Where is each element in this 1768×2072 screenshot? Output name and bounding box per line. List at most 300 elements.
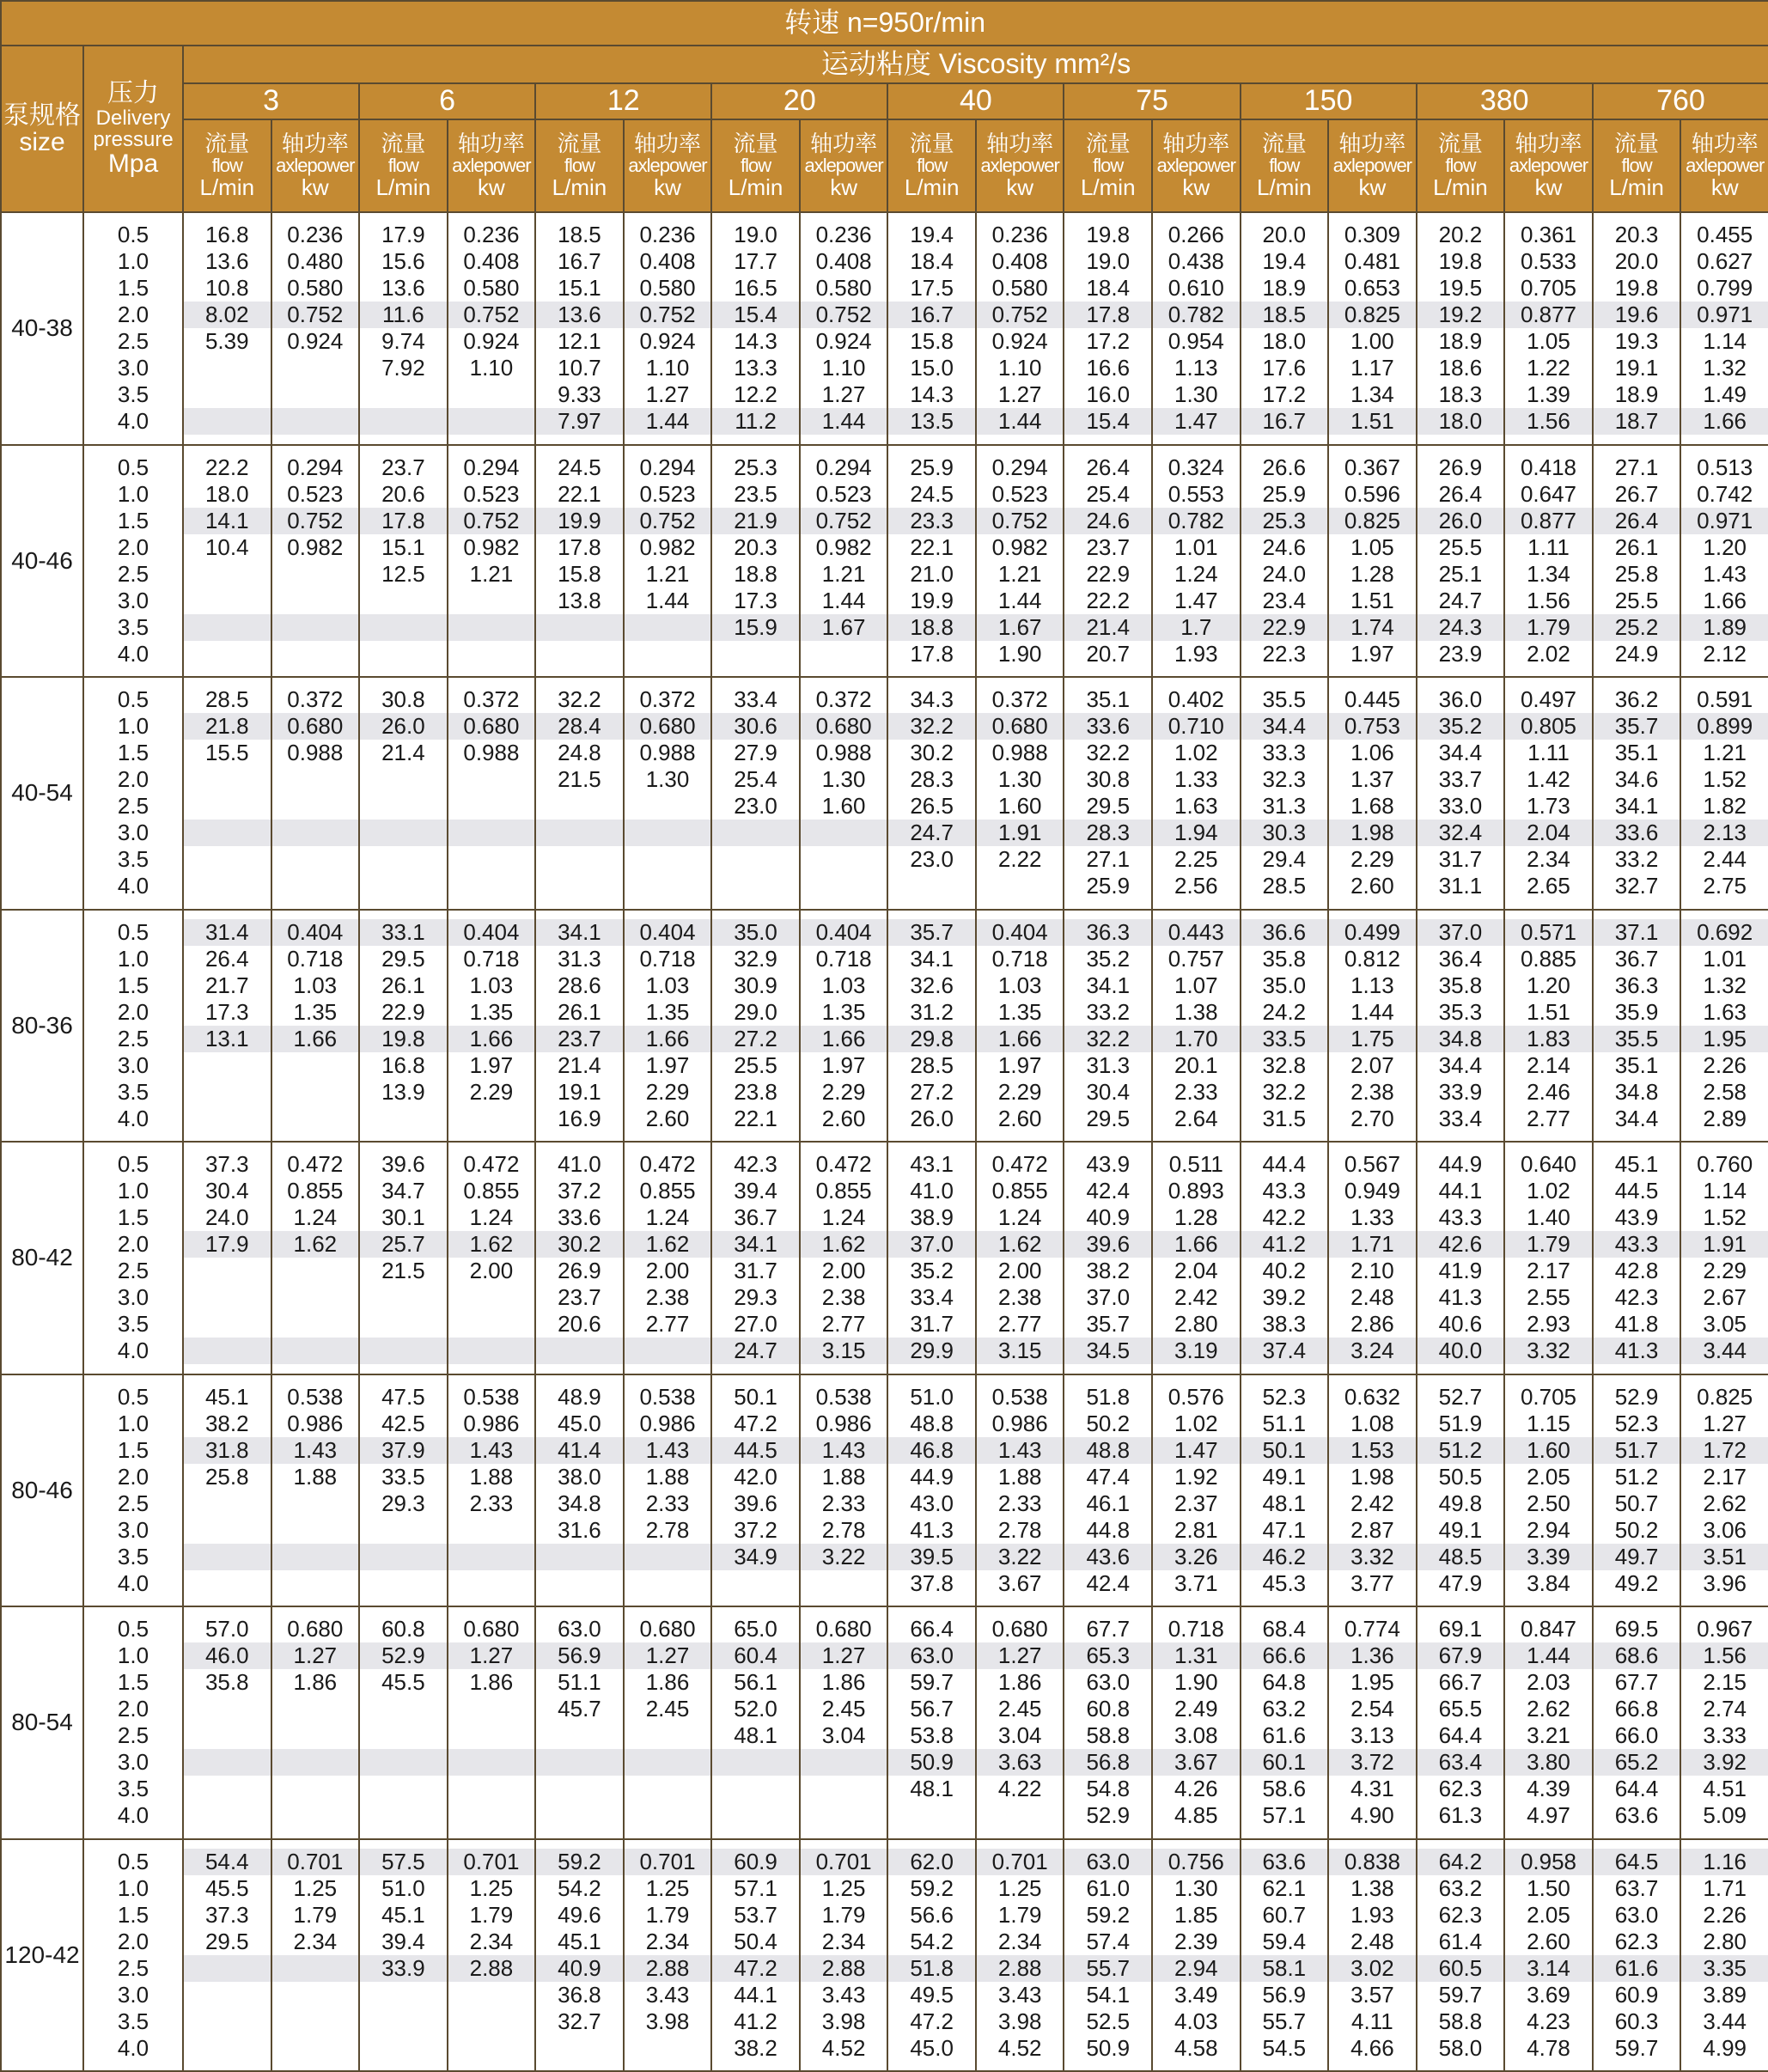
axlepower-header <box>1328 119 1417 212</box>
flow-value: 23.3 <box>888 508 975 534</box>
flow-value: 43.9 <box>1614 1204 1659 1231</box>
axlepower-header <box>1504 119 1593 212</box>
axlepower-value: 1.66 <box>448 1026 535 1052</box>
axlepower-value: 1.34 <box>1527 560 1570 587</box>
flow-value: 48.1 <box>734 1722 777 1749</box>
flow-value: 13.3 <box>734 355 777 381</box>
pressure-value: 3.5 <box>117 613 149 640</box>
axlepower-value: 1.56 <box>1527 587 1570 613</box>
flow-header-line: flow <box>1621 155 1652 177</box>
axlepower-value: 1.79 <box>821 1901 866 1928</box>
axlepower-value <box>272 381 359 408</box>
flow-value: 16.8 <box>381 1051 425 1078</box>
flow-value: 22.1 <box>734 1105 777 1131</box>
axlepower-value: 2.89 <box>1703 1105 1747 1131</box>
flow-value: 25.9 <box>1086 873 1131 899</box>
flow-value: 35.8 <box>1438 972 1483 998</box>
axlepower-value: 0.958 <box>1505 1849 1592 1875</box>
flow-value: 21.4 <box>381 740 425 766</box>
flow-value: 28.6 <box>558 972 601 998</box>
flow-value: 51.1 <box>1262 1410 1307 1436</box>
axlepower-value: 0.718 <box>815 945 872 972</box>
flow-value: 66.6 <box>1241 1642 1328 1669</box>
flow-value: 52.9 <box>360 1642 447 1669</box>
axlepower-value: 2.88 <box>977 1955 1064 1982</box>
flow-value: 15.6 <box>381 248 425 275</box>
flow-value: 59.2 <box>1086 1901 1131 1928</box>
axlepower-header-line: axlepower <box>276 155 355 177</box>
flow-value: 26.0 <box>1417 508 1504 534</box>
flow-value <box>360 1570 447 1597</box>
axlepower-value: 2.38 <box>645 1284 690 1311</box>
flow-value <box>712 846 799 873</box>
flow-value <box>184 1338 271 1364</box>
flow-value: 29.3 <box>381 1490 425 1516</box>
flow-value: 35.5 <box>1594 1026 1680 1052</box>
pressure-value: 3.5 <box>117 1776 149 1802</box>
axlepower-value: 1.27 <box>625 1642 711 1669</box>
flow-value: 59.2 <box>910 1874 954 1901</box>
flow-value: 51.8 <box>888 1955 975 1982</box>
axlepower-value: 1.35 <box>469 998 514 1025</box>
flow-value <box>184 820 271 846</box>
flow-value: 30.9 <box>734 972 777 998</box>
flow-value: 49.6 <box>558 1901 601 1928</box>
axlepower-value: 1.72 <box>1681 1437 1768 1464</box>
pressure-value: 1.0 <box>117 480 149 507</box>
axlepower-value: 1.86 <box>293 1669 338 1696</box>
pressure-value: 3.5 <box>117 1543 149 1569</box>
axlepower-value: 1.15 <box>1527 1410 1570 1436</box>
flow-value: 53.8 <box>910 1722 954 1749</box>
flow-value: 34.5 <box>1064 1338 1151 1364</box>
pressure-list <box>83 445 183 678</box>
axlepower-header-line: kw <box>1534 174 1563 200</box>
axlepower-values <box>800 212 888 445</box>
axlepower-value: 1.93 <box>1174 640 1218 667</box>
flow-value: 9.33 <box>558 381 601 408</box>
axlepower-value <box>272 1052 359 1079</box>
flow-value: 39.6 <box>734 1490 777 1516</box>
flow-value: 35.1 <box>1086 686 1131 713</box>
flow-value: 50.4 <box>734 1928 777 1954</box>
flow-values <box>1417 1374 1505 1607</box>
flow-value: 56.1 <box>734 1669 777 1696</box>
axlepower-values <box>976 445 1064 678</box>
axlepower-value <box>448 1544 535 1570</box>
flow-value: 22.1 <box>558 480 601 507</box>
flow-value: 54.8 <box>1086 1776 1131 1802</box>
axlepower-value <box>272 1258 359 1284</box>
axlepower-header <box>1152 119 1241 212</box>
flow-value: 47.4 <box>1086 1463 1131 1490</box>
flow-value: 25.2 <box>1594 614 1680 641</box>
axlepower-value <box>448 1802 535 1829</box>
flow-value: 18.7 <box>1594 408 1680 435</box>
pressure-value: 2.5 <box>117 1954 149 1981</box>
flow-value: 19.8 <box>1438 248 1483 275</box>
pressure-value: 1.0 <box>117 713 149 740</box>
axlepower-value: 1.11 <box>1527 533 1570 560</box>
axlepower-value: 3.43 <box>645 1981 690 2008</box>
axlepower-value <box>977 873 1064 899</box>
pressure-value: 3.0 <box>117 1516 149 1543</box>
flow-value: 63.0 <box>888 1642 975 1669</box>
flow-value: 52.7 <box>1438 1383 1483 1410</box>
flow-value: 69.1 <box>1438 1616 1483 1642</box>
flow-value: 22.2 <box>204 454 249 480</box>
flow-value <box>536 1776 623 1802</box>
flow-value: 18.0 <box>1262 328 1307 355</box>
flow-value <box>360 1311 447 1338</box>
axlepower-value: 0.825 <box>1329 302 1416 328</box>
pressure-value: 1.0 <box>117 1874 149 1901</box>
flow-values <box>535 1606 624 1839</box>
axlepower-values <box>1504 1606 1593 1839</box>
axlepower-value: 2.78 <box>997 1516 1042 1543</box>
axlepower-value <box>448 1284 535 1311</box>
flow-value: 49.1 <box>1262 1463 1307 1490</box>
flow-values <box>1064 445 1152 678</box>
flow-values <box>1241 445 1329 678</box>
axlepower-values <box>976 212 1064 445</box>
pressure-value: 2.5 <box>117 1025 149 1051</box>
axlepower-value <box>448 614 535 641</box>
flow-value: 23.7 <box>536 1026 623 1052</box>
axlepower-values <box>448 212 536 445</box>
axlepower-value: 4.99 <box>1703 2034 1747 2061</box>
flow-value: 39.6 <box>1064 1231 1151 1258</box>
flow-value: 22.9 <box>381 998 425 1025</box>
axlepower-value: 0.294 <box>287 454 344 480</box>
axlepower-value: 1.95 <box>1350 1669 1394 1696</box>
flow-value <box>184 1079 271 1106</box>
flow-value: 63.4 <box>1417 1749 1504 1776</box>
flow-value: 43.3 <box>1438 1204 1483 1231</box>
axlepower-value: 1.33 <box>1350 1204 1394 1231</box>
flow-value: 25.5 <box>1438 533 1483 560</box>
flow-value: 31.6 <box>558 1516 601 1543</box>
axlepower-value: 1.63 <box>1174 793 1218 820</box>
axlepower-value: 1.79 <box>1505 614 1592 641</box>
flow-value: 19.1 <box>1614 355 1659 381</box>
axlepower-value: 0.988 <box>463 740 520 766</box>
flow-value: 19.8 <box>1614 275 1659 302</box>
axlepower-value: 2.17 <box>1703 1463 1747 1490</box>
axlepower-value: 1.43 <box>801 1437 887 1464</box>
flow-value: 18.0 <box>204 480 249 507</box>
flow-values <box>535 1374 624 1607</box>
axlepower-value: 2.77 <box>645 1311 690 1338</box>
flow-value: 65.5 <box>1438 1696 1483 1722</box>
pressure-value: 1.5 <box>117 275 149 302</box>
axlepower-values <box>624 445 712 678</box>
axlepower-value: 1.08 <box>1350 1410 1394 1436</box>
flow-value: 30.8 <box>381 686 425 713</box>
axlepower-value: 1.97 <box>997 1051 1042 1078</box>
size-label-cn: 泵规格 <box>3 101 81 130</box>
flow-value: 26.1 <box>381 972 425 998</box>
axlepower-value: 0.705 <box>1520 275 1577 302</box>
axlepower-value: 1.30 <box>821 766 866 793</box>
flow-value: 30.2 <box>910 740 954 766</box>
flow-value: 50.7 <box>1614 1490 1659 1516</box>
flow-value <box>184 1490 271 1517</box>
axlepower-value: 0.680 <box>639 1616 696 1642</box>
flow-header-line: 流量 <box>1437 131 1483 157</box>
axlepower-value: 2.03 <box>1527 1669 1570 1696</box>
axlepower-value: 4.11 <box>1351 2008 1393 2034</box>
flow-value: 34.8 <box>1417 1026 1504 1052</box>
flow-value: 68.6 <box>1594 1642 1680 1669</box>
flow-header-line: L/min <box>1257 174 1312 200</box>
axlepower-value: 4.31 <box>1350 1776 1394 1802</box>
flow-value: 51.9 <box>1438 1410 1483 1436</box>
flow-values <box>1593 212 1681 445</box>
axlepower-value: 2.44 <box>1703 846 1747 873</box>
flow-value: 10.7 <box>558 355 601 381</box>
speed-title: 转速 n=950r/min <box>1 1 1768 46</box>
axlepower-value: 1.93 <box>1350 1901 1394 1928</box>
flow-value: 60.7 <box>1262 1901 1307 1928</box>
flow-value <box>184 1311 271 1338</box>
flow-value: 55.7 <box>1262 2008 1307 2034</box>
flow-value: 29.5 <box>381 945 425 972</box>
flow-values <box>535 212 624 445</box>
axlepower-value: 1.43 <box>977 1437 1064 1464</box>
axlepower-value <box>448 1982 535 2008</box>
flow-value: 60.9 <box>1614 1981 1659 2008</box>
axlepower-value: 0.756 <box>1153 1849 1240 1875</box>
pressure-list <box>83 212 183 445</box>
flow-value: 18.8 <box>888 614 975 641</box>
flow-value: 23.7 <box>1086 533 1131 560</box>
axlepower-header <box>800 119 888 212</box>
table-row <box>1 212 1768 445</box>
axlepower-header-line: 轴功率 <box>810 131 878 157</box>
flow-value <box>184 1517 271 1544</box>
axlepower-value: 1.62 <box>272 1231 359 1258</box>
axlepower-value: 0.523 <box>463 480 520 507</box>
flow-value: 22.1 <box>910 533 954 560</box>
axlepower-value: 3.02 <box>1329 1955 1416 1982</box>
flow-value: 18.4 <box>1086 275 1131 302</box>
axlepower-value: 1.62 <box>448 1231 535 1258</box>
flow-header-line: flow <box>740 155 771 177</box>
axlepower-value: 0.760 <box>1697 1151 1753 1178</box>
axlepower-values <box>976 1374 1064 1607</box>
axlepower-value: 0.404 <box>977 919 1064 946</box>
flow-value: 49.2 <box>1614 1569 1659 1596</box>
axlepower-value: 4.66 <box>1350 2034 1394 2061</box>
axlepower-value: 0.949 <box>1344 1178 1400 1204</box>
axlepower-value: 3.98 <box>645 2008 690 2034</box>
axlepower-value <box>272 588 359 614</box>
axlepower-value: 0.576 <box>1167 1383 1224 1410</box>
axlepower-value: 0.680 <box>463 1616 520 1642</box>
axlepower-header-line: axlepower <box>628 155 707 177</box>
axlepower-value: 1.89 <box>1681 614 1768 641</box>
axlepower-value <box>448 1570 535 1597</box>
axlepower-value: 4.85 <box>1174 1802 1218 1829</box>
flow-values <box>887 1142 976 1374</box>
flow-value: 16.5 <box>734 275 777 302</box>
flow-value: 48.1 <box>1262 1490 1307 1516</box>
axlepower-value: 0.988 <box>639 740 696 766</box>
flow-value: 51.0 <box>910 1383 954 1410</box>
flow-value: 59.7 <box>910 1669 954 1696</box>
flow-value <box>360 820 447 846</box>
flow-value: 50.1 <box>1241 1437 1328 1464</box>
axlepower-value: 3.22 <box>801 1544 887 1570</box>
flow-value: 12.5 <box>381 560 425 587</box>
flow-value: 34.1 <box>1614 793 1659 820</box>
flow-value: 63.0 <box>1086 1669 1131 1696</box>
flow-value: 20.3 <box>1614 222 1659 248</box>
axlepower-value: 0.472 <box>815 1151 872 1178</box>
flow-value: 55.7 <box>1064 1955 1151 1982</box>
axlepower-value: 0.236 <box>287 222 344 248</box>
flow-value: 51.1 <box>558 1669 601 1696</box>
axlepower-value <box>272 1749 359 1776</box>
axlepower-value: 1.52 <box>1703 1204 1747 1231</box>
size-label-en: size <box>19 128 65 156</box>
axlepower-value: 0.294 <box>991 454 1048 480</box>
flow-value: 44.1 <box>1438 1178 1483 1204</box>
axlepower-value: 0.680 <box>801 713 887 740</box>
flow-value: 17.8 <box>1064 302 1151 328</box>
flow-value: 18.9 <box>1262 275 1307 302</box>
axlepower-values <box>800 445 888 678</box>
flow-header-line: L/min <box>1433 174 1488 200</box>
flow-value <box>184 766 271 793</box>
axlepower-value: 3.69 <box>1527 1981 1570 2008</box>
flow-header <box>183 119 271 212</box>
flow-value: 62.1 <box>1262 1874 1307 1901</box>
axlepower-value: 0.580 <box>463 275 520 302</box>
flow-values <box>1417 1142 1505 1374</box>
flow-value <box>712 641 799 667</box>
axlepower-value: 2.87 <box>1350 1516 1394 1543</box>
flow-value: 36.0 <box>1438 686 1483 713</box>
axlepower-value <box>272 1544 359 1570</box>
axlepower-value: 0.567 <box>1344 1151 1400 1178</box>
axlepower-value: 2.88 <box>448 1955 535 1982</box>
axlepower-value: 2.17 <box>1527 1258 1570 1284</box>
flow-value: 24.7 <box>1438 587 1483 613</box>
flow-value: 54.2 <box>558 1874 601 1901</box>
flow-value: 16.8 <box>204 222 249 248</box>
axlepower-value: 0.236 <box>991 222 1048 248</box>
axlepower-value: 0.782 <box>1153 508 1240 534</box>
flow-value: 19.0 <box>734 222 777 248</box>
axlepower-value: 2.29 <box>1350 846 1394 873</box>
axlepower-value: 2.46 <box>1527 1078 1570 1105</box>
flow-value <box>360 381 447 408</box>
axlepower-value: 0.753 <box>1329 713 1416 740</box>
axlepower-value: 1.02 <box>1527 1178 1570 1204</box>
flow-values <box>359 1374 448 1607</box>
flow-value: 30.3 <box>1241 820 1328 846</box>
axlepower-value: 2.33 <box>821 1490 866 1516</box>
flow-value: 47.1 <box>1262 1516 1307 1543</box>
flow-value: 63.6 <box>1614 1802 1659 1829</box>
flow-value: 47.5 <box>381 1383 425 1410</box>
flow-values <box>535 1142 624 1374</box>
axlepower-value: 2.29 <box>469 1078 514 1105</box>
flow-value: 18.4 <box>910 248 954 275</box>
axlepower-value: 2.26 <box>1703 1901 1747 1928</box>
flow-value: 56.9 <box>536 1642 623 1669</box>
axlepower-value: 0.742 <box>1697 480 1753 507</box>
pressure-value: 3.0 <box>117 355 149 381</box>
axlepower-header-line: kw <box>1006 174 1034 200</box>
flow-values <box>887 1374 976 1607</box>
flow-value: 50.1 <box>734 1383 777 1410</box>
axlepower-value <box>625 1338 711 1364</box>
flow-value: 25.8 <box>204 1463 249 1490</box>
axlepower-value <box>272 614 359 641</box>
flow-values <box>359 1142 448 1374</box>
flow-values <box>1417 212 1505 445</box>
flow-value: 45.7 <box>558 1696 601 1722</box>
flow-value: 35.1 <box>1614 1051 1659 1078</box>
axlepower-value: 2.12 <box>1703 640 1747 667</box>
axlepower-value: 3.08 <box>1174 1722 1218 1749</box>
pressure-value: 0.5 <box>117 454 149 480</box>
axlepower-value: 0.580 <box>991 275 1048 302</box>
flow-values <box>183 212 271 445</box>
flow-value: 31.2 <box>910 998 954 1025</box>
axlepower-value: 1.20 <box>1703 533 1747 560</box>
axlepower-value <box>625 846 711 873</box>
flow-value: 26.9 <box>1438 454 1483 480</box>
flow-value <box>712 1570 799 1597</box>
axlepower-value <box>272 1106 359 1132</box>
axlepower-value: 0.825 <box>1329 508 1416 534</box>
flow-value: 43.6 <box>1064 1544 1151 1570</box>
axlepower-value <box>272 355 359 381</box>
axlepower-value: 1.97 <box>469 1051 514 1078</box>
pressure-value: 1.5 <box>117 1204 149 1231</box>
axlepower-value: 1.03 <box>997 972 1042 998</box>
flow-value <box>360 1982 447 2008</box>
pressure-list <box>83 1606 183 1839</box>
flow-value <box>536 820 623 846</box>
axlepower-value: 0.538 <box>463 1383 520 1410</box>
axlepower-value: 0.701 <box>272 1849 359 1875</box>
flow-values <box>1064 1374 1152 1607</box>
axlepower-value <box>625 793 711 820</box>
axlepower-value <box>448 381 535 408</box>
axlepower-values <box>271 910 360 1143</box>
flow-value: 23.7 <box>558 1284 601 1311</box>
flow-values <box>1241 1142 1329 1374</box>
pressure-value: 3.0 <box>117 1981 149 2008</box>
flow-value: 44.5 <box>1614 1178 1659 1204</box>
flow-value: 26.6 <box>1262 454 1307 480</box>
axlepower-values <box>271 1374 360 1607</box>
axlepower-value: 1.24 <box>645 1204 690 1231</box>
flow-value: 26.0 <box>360 713 447 740</box>
pressure-value: 0.5 <box>117 1383 149 1410</box>
flow-value: 28.3 <box>1064 820 1151 846</box>
axlepower-value: 2.34 <box>293 1928 338 1954</box>
flow-value: 50.9 <box>1086 2034 1131 2061</box>
pressure-label-en2: pressure <box>93 128 174 151</box>
axlepower-value: 0.523 <box>991 480 1048 507</box>
flow-value: 19.2 <box>1417 302 1504 328</box>
